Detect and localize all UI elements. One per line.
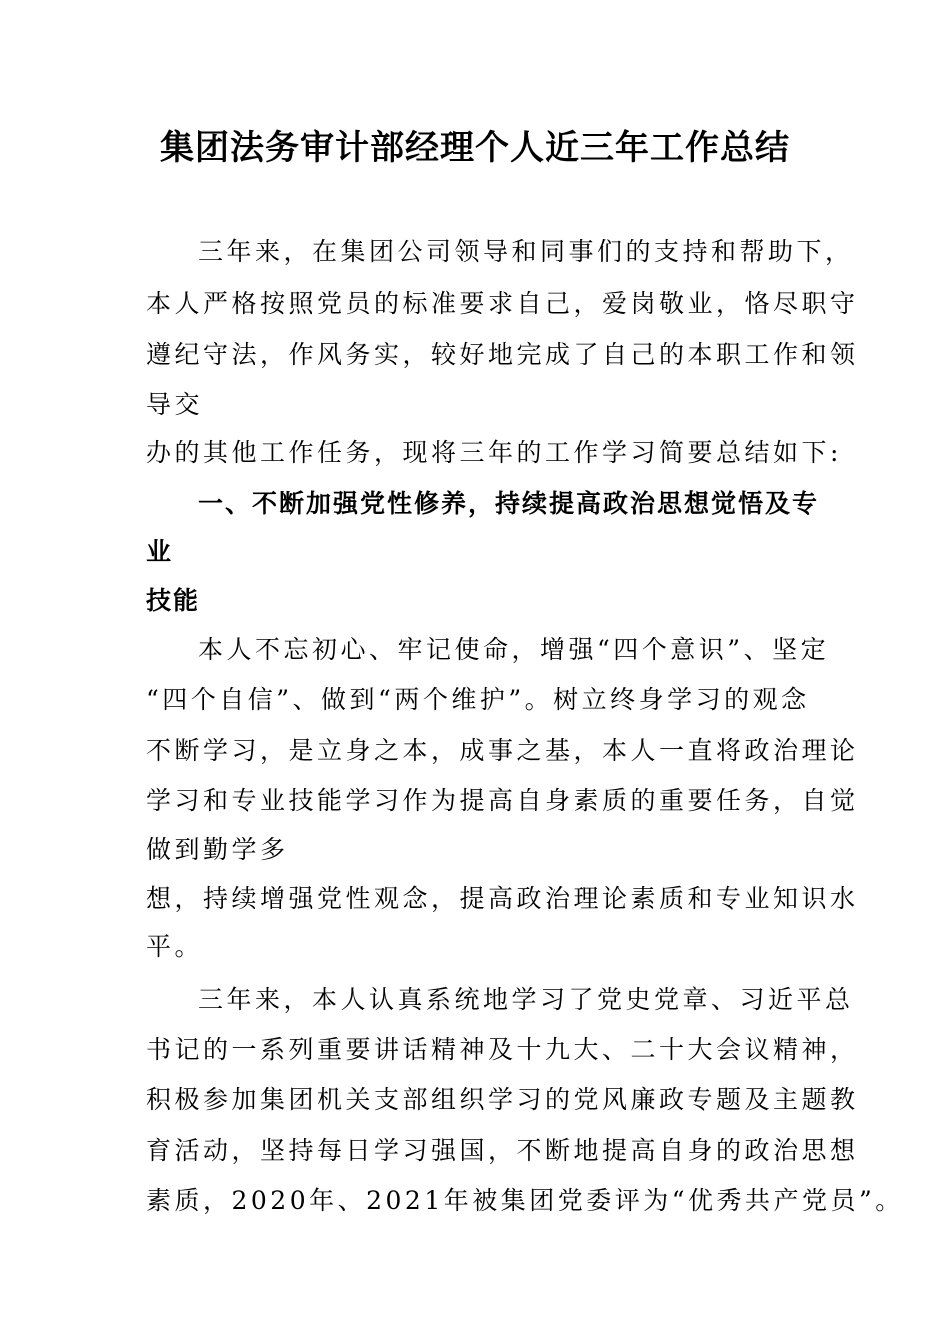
paragraph-line: 学习和专业技能学习作为提高自身素质的重要任务，自觉 bbox=[146, 786, 859, 815]
section-heading: 业 bbox=[146, 537, 174, 566]
paragraph-line: 书记的一系列重要讲话精神及十九大、二十大会议精神， bbox=[146, 1035, 859, 1064]
paragraph-line: 三年来，本人认真系统地学习了党史党章、习近平总 bbox=[198, 985, 854, 1014]
paragraph-line: 想，持续增强党性观念，提高政治理论素质和专业知识水 bbox=[146, 884, 859, 913]
paragraph-line: 做到勤学多 bbox=[146, 835, 289, 864]
paragraph-line: 本人不忘初心、牢记使命，增强“四个意识”、坚定 bbox=[198, 635, 830, 664]
paragraph-line: 导交 bbox=[146, 390, 204, 419]
section-heading: 技能 bbox=[146, 586, 201, 615]
paragraph-line: 积极参加集团机关支部组织学习的党风廉政专题及主题教 bbox=[146, 1085, 859, 1114]
paragraph-line: “四个自信”、做到“两个维护”。树立终身学习的观念 bbox=[146, 685, 810, 714]
section-heading: 一、不断加强党性修养，持续提高政治思想觉悟及专 bbox=[198, 489, 820, 518]
paragraph-line: 办的其他工作任务，现将三年的工作学习简要总结如下: bbox=[146, 438, 842, 467]
paragraph-line: 育活动，坚持每日学习强国，不断地提高自身的政治思想 bbox=[146, 1136, 859, 1165]
paragraph-line: 三年来，在集团公司领导和同事们的支持和帮助下， bbox=[198, 237, 854, 266]
paragraph-line: 遵纪守法，作风务实，较好地完成了自己的本职工作和领 bbox=[146, 340, 859, 369]
paragraph-line: 本人严格按照党员的标准要求自己，爱岗敬业，恪尽职守 bbox=[146, 289, 859, 318]
paragraph-line: 平。 bbox=[146, 932, 204, 961]
document-title: 集团法务审计部经理个人近三年工作总结 bbox=[160, 128, 790, 168]
paragraph-line: 不断学习，是立身之本，成事之基，本人一直将政治理论 bbox=[146, 736, 859, 765]
paragraph-line: 素质，2020年、2021年被集团党委评为“优秀共产党员”。 bbox=[146, 1186, 904, 1215]
